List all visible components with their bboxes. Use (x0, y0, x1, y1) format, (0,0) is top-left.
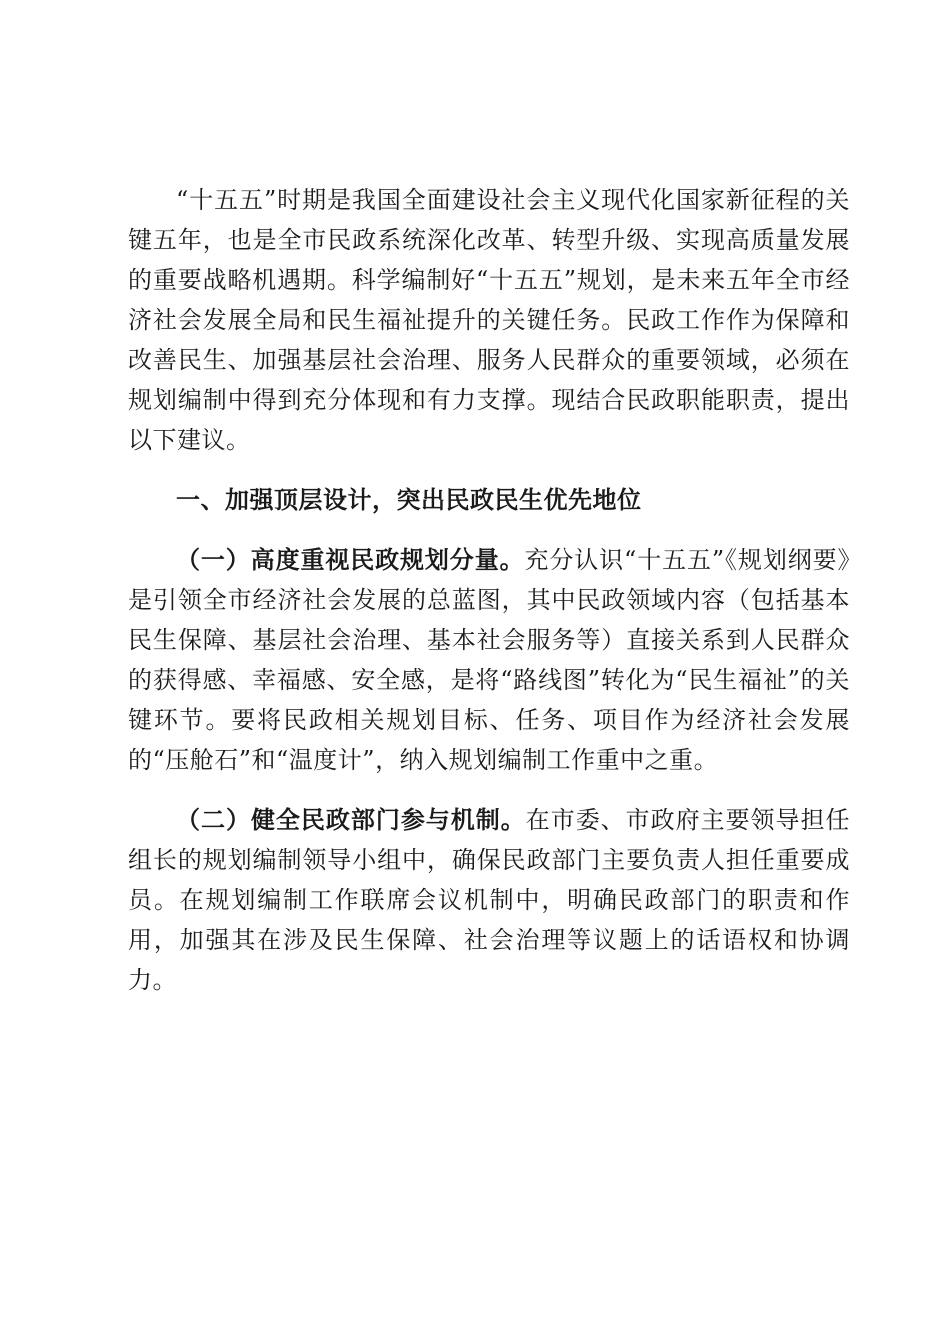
intro-paragraph (128, 180, 850, 460)
subsection-lead-2: （二）健全民政部门参与机制。 (176, 806, 526, 834)
document-body (128, 180, 850, 1020)
subsection-lead-1: （一）高度重视民政规划分量。 (176, 546, 525, 574)
subsection-paragraph-1 (128, 540, 850, 780)
subsection-body-2: 在市委、市政府主要领导担任组长的规划编制领导小组中，确保民政部门主要负责人担任重要成员。在规划编制工作联席会议机制中，明确民政部门的职责和作用，加强其在涉及民生保障、社会治理等议题上的话语权和协调力。 (128, 806, 851, 994)
intro-text: “十五五”时期是我国全面建设社会主义现代化国家新征程的关键五年，也是全市民政系统深化改革、转型升级、实现高质量发展的重要战略机遇期。科学编制好“十五五”规划，是未来五年全市经济社会发展全局和民生福祉提升的关键任务。民政工作作为保障和改善民生、加强基层社会治理、服务人民群众的重要领域，必须在规划编制中得到充分体现和有力支撑。现结合民政职能职责，提出以下建议。 (128, 186, 850, 454)
subsection-paragraph-2 (128, 800, 850, 1000)
subsection-body-1: 充分认识“十五五”《规划纲要》是引领全市经济社会发展的总蓝图，其中民政领域内容（包括基本民生保障、基层社会治理、基本社会服务等）直接关系到人民群众的获得感、幸福感、安全感，是将“路线图”转化为“民生福祉”的关键环节。要将民政相关规划目标、任务、项目作为经济社会发展的“压舱石”和“温度计”，纳入规划编制工作重中之重。 (128, 546, 850, 774)
section-heading: 一、加强顶层设计，突出民政民生优先地位 (176, 486, 642, 514)
